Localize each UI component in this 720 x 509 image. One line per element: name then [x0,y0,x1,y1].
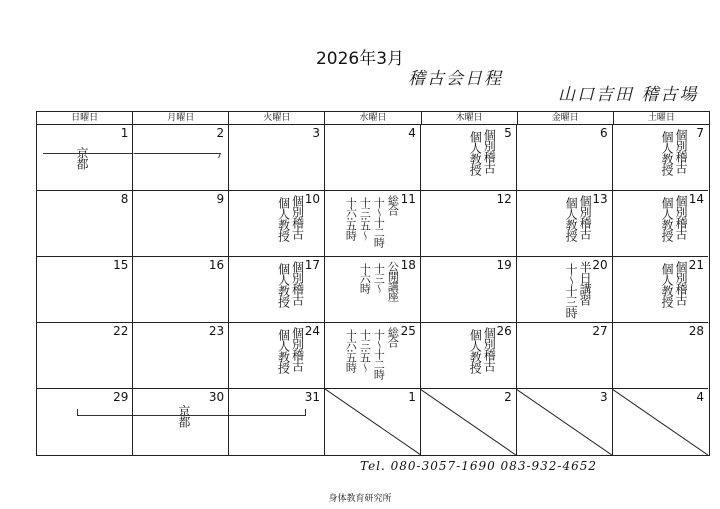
schedule-note: 個別稽古 [673,195,688,239]
schedule-note: 個人教授 [468,131,483,175]
day-cell [133,125,229,191]
day-cell [612,257,708,323]
day-number: 17 [304,258,321,272]
day-number: 4 [696,390,704,404]
day-number: 12 [496,192,512,206]
schedule-note: 半日講習 [578,261,593,305]
schedule-note: 十三:五〜 [358,197,372,240]
diagonal-line [612,389,708,455]
schedule-note: 公開講座 [386,261,400,301]
schedule-note: 個人教授 [659,197,674,241]
day-cell [612,323,708,389]
crossed-out-mark [420,389,516,455]
day-number: 7 [696,126,704,140]
day-cell [325,191,421,257]
day-cell [612,389,708,455]
calendar-days [37,125,709,455]
day-number: 2 [504,390,512,404]
day-number: 30 [208,390,225,404]
day-cell [420,257,516,323]
day-cell [133,191,229,257]
footer-telephone: Tel. 080-3057-1690 083-932-4652 [360,459,598,473]
trip-span-line [77,409,133,416]
day-number: 21 [688,258,704,272]
schedule-note: 個人教授 [276,329,291,373]
schedule-note: 個別稽古 [290,195,305,239]
day-number: 5 [504,126,512,140]
schedule-note: 個人教授 [659,131,674,175]
trip-span-line [43,153,133,154]
crossed-out-mark [516,389,612,455]
page-title: 2026年3月 [315,49,405,69]
day-cell [133,323,229,389]
day-cell [516,389,612,455]
weekday-sun: 日曜日 [37,112,133,124]
day-cell [325,323,421,389]
day-number: 11 [400,192,416,206]
trip-span-end [133,153,221,158]
day-cell [420,125,516,191]
footer-organization: 身体教育研究所 [328,494,392,504]
schedule-note: 個人教授 [276,197,291,241]
day-number: 6 [599,126,608,140]
schedule-note: 個別稽古 [482,327,497,371]
schedule-note: 個人教授 [659,263,674,307]
schedule-note: 総合 [386,195,400,215]
day-cell [37,191,133,257]
day-number: 29 [113,390,129,404]
day-cell [612,191,708,257]
day-cell [612,125,708,191]
weekday-fri: 金曜日 [518,112,614,124]
diagonal-line [325,389,421,455]
day-number: 8 [120,192,129,206]
day-cell [133,389,229,455]
day-cell [420,389,516,455]
day-cell [229,323,325,389]
schedule-note: 十六:五時 [344,329,358,372]
weekday-tue: 火曜日 [229,112,325,124]
day-cell [516,323,612,389]
day-number: 20 [592,258,608,272]
day-number: 2 [216,126,225,140]
day-number: 28 [688,324,704,338]
day-number: 9 [216,192,225,206]
schedule-note: 十六時 [358,263,372,293]
day-number: 18 [400,258,416,272]
day-number: 24 [304,324,321,338]
day-number: 15 [113,258,129,272]
schedule-note: 総合 [386,327,400,347]
schedule-note: 十〜十二時 [372,197,386,247]
schedule-note: 個別稽古 [578,195,593,239]
day-number: 23 [208,324,225,338]
weekday-header [37,112,709,125]
day-number: 25 [400,324,416,338]
schedule-note: 十〜十二時 [372,329,386,379]
schedule-note: 個別稽古 [673,129,688,173]
day-number: 31 [304,390,321,404]
day-number: 26 [496,324,512,338]
day-cell [516,191,612,257]
trip-span-line [133,409,229,416]
calendar-grid [36,111,710,456]
day-cell [37,389,133,455]
diagonal-line [420,389,516,455]
day-number: 3 [599,390,608,404]
day-cell [133,257,229,323]
schedule-note: 個別稽古 [290,327,305,371]
crossed-out-mark [325,389,421,455]
schedule-subtitle: 稽古会日程 [408,69,503,89]
day-number: 22 [113,324,129,338]
schedule-note: 京都 [176,405,191,427]
schedule-note: 十〜十三時 [564,263,579,318]
day-cell [229,257,325,323]
schedule-note: 十三〜 [372,263,386,293]
crossed-out-mark [612,389,708,455]
schedule-note: 十六:五時 [344,197,358,240]
day-cell [516,257,612,323]
location-label: 山口吉田 稽古場 [558,85,699,105]
day-cell [37,125,133,191]
schedule-note: 個別稽古 [673,261,688,305]
schedule-note: 個人教授 [468,329,483,373]
schedule-note: 個別稽古 [482,129,497,173]
day-number: 16 [208,258,225,272]
schedule-note: 個人教授 [276,263,291,307]
schedule-note: 個別稽古 [290,261,305,305]
day-number: 27 [592,324,608,338]
day-number: 4 [408,126,416,140]
day-cell [229,125,325,191]
day-number: 1 [120,126,129,140]
day-number: 13 [592,192,608,206]
day-cell [37,323,133,389]
day-cell [420,191,516,257]
day-number: 10 [304,192,321,206]
day-cell [37,257,133,323]
day-number: 1 [408,390,416,404]
day-cell [516,125,612,191]
day-cell [420,323,516,389]
schedule-note: 京都 [75,147,89,169]
day-number: 14 [688,192,704,206]
trip-span-line [229,409,306,416]
day-cell [325,389,421,455]
weekday-mon: 月曜日 [133,112,229,124]
day-cell [325,125,421,191]
day-cell [325,257,421,323]
diagonal-line [516,389,612,455]
schedule-note: 十三:五〜 [358,329,372,372]
weekday-wed: 水曜日 [325,112,421,124]
day-cell [229,191,325,257]
schedule-note: 個人教授 [564,197,579,241]
weekday-sat: 土曜日 [647,113,675,123]
day-number: 3 [312,126,321,140]
weekday-thu: 木曜日 [422,112,518,124]
day-number: 19 [496,258,512,272]
day-cell [229,389,325,455]
